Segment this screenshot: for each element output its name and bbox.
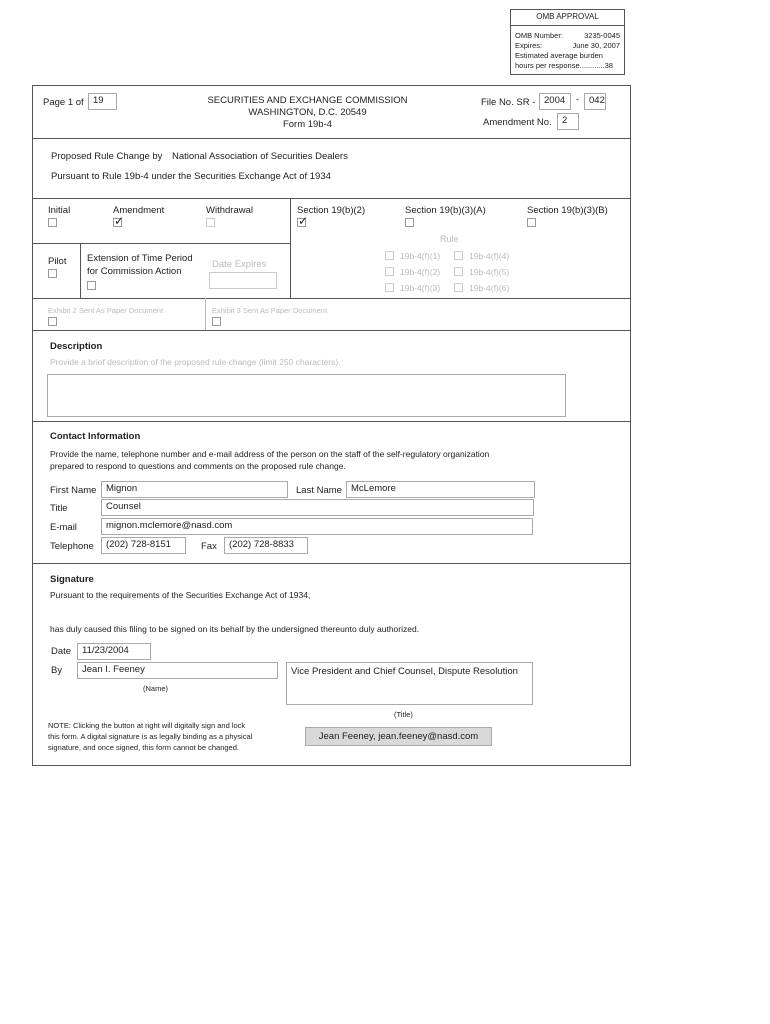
proposal-rule-line: Pursuant to Rule 19b-4 under the Securities Exchange Act of 1934 [51,171,331,182]
rule-f5-checkbox[interactable] [454,267,463,276]
proposal-prefix: Proposed Rule Change by [51,151,163,162]
divider-description [32,330,631,331]
position-field[interactable]: Vice President and Chief Counsel, Dispute Resolution [286,662,533,705]
page-total-field[interactable]: 19 [88,93,117,110]
divider-filing-vertical [290,198,291,298]
section-19b3a-label: Section 19(b)(3)(A) [405,205,486,216]
divider-filing-type [32,243,290,244]
checkmark-icon: ✓ [298,214,309,228]
contact-title: Contact Information [50,431,141,442]
exhibit2-label: Exhibit 2 Sent As Paper Document [48,306,164,315]
by-label: By [51,665,63,676]
omb-expires-label: Expires: [515,41,543,50]
note-line3: signature, and once signed, this form cannot be changed. [48,743,239,752]
divider-contact [32,421,631,422]
exhibit3-checkbox[interactable] [212,317,221,326]
last-name-label: Last Name [296,485,342,496]
note-line2: this form. A digital signature is as legally binding as a physical [48,732,253,741]
exhibit2-checkbox[interactable] [48,317,57,326]
section-19b3b-label: Section 19(b)(3)(B) [527,205,608,216]
first-name-field[interactable]: Mignon [101,481,288,498]
checkmark-icon: ✓ [114,214,125,228]
amendment-no-field[interactable]: 2 [557,113,579,130]
omb-expires-value: June 30, 2007 [572,41,620,50]
withdrawal-checkbox[interactable] [206,218,215,227]
fax-field[interactable]: (202) 728-8833 [224,537,308,554]
exhibit3-label: Exhibit 3 Sent As Paper Document [212,306,328,315]
amendment-label: Amendment [113,205,165,216]
name-caption: (Name) [143,684,169,693]
telephone-field[interactable]: (202) 728-8151 [101,537,186,554]
divider-signature [32,563,631,564]
description-title: Description [50,341,103,352]
rule-f3-label: 19b-4(f)(3) [400,283,441,293]
divider-exhibits-vertical [205,298,206,330]
section-19b3b-checkbox[interactable] [527,218,536,227]
fax-label: Fax [201,541,217,552]
initial-label: Initial [48,205,71,216]
rule-f1-label: 19b-4(f)(1) [400,251,441,261]
description-hint: Provide a brief description of the proposed rule change (limit 250 characters). [50,357,341,367]
file-dash: - [576,94,579,104]
first-name-label: First Name [50,485,97,496]
extension-line2: for Commission Action [87,266,182,277]
email-label: E-mail [50,522,77,533]
omb-number-label: OMB Number: [515,31,563,40]
file-no-label: File No. SR - [481,97,536,108]
omb-burden-line2: hours per response............38 [515,61,613,70]
contact-instructions-line2: prepared to respond to questions and comments on the proposed rule change. [50,461,346,471]
divider-pilot [80,243,81,298]
page-label: Page 1 of [43,97,84,108]
omb-approval-box [510,9,625,75]
section-19b2-label: Section 19(b)(2) [297,205,366,216]
telephone-label: Telephone [50,541,94,552]
initial-checkbox[interactable] [48,218,57,227]
extension-line1: Extension of Time Period [87,253,193,264]
divider-exhibits [32,298,631,299]
rule-f3-checkbox[interactable] [385,283,394,292]
omb-number-value: 3235-0045 [584,31,620,40]
omb-burden-line1: Estimated average burden [515,51,603,60]
title-field[interactable]: Counsel [101,499,534,516]
by-field[interactable]: Jean I. Feeney [77,662,278,679]
date-label: Date [51,646,72,657]
form-name: Form 19b-4 [282,119,333,130]
rule-label: Rule [440,234,459,244]
omb-title: OMB APPROVAL [536,12,599,21]
rule-f5-label: 19b-4(f)(5) [469,267,510,277]
amendment-no-label: Amendment No. [483,117,552,128]
agency-line1: SECURITIES AND EXCHANGE COMMISSION [207,95,408,106]
rule-f2-label: 19b-4(f)(2) [400,267,441,277]
title-caption: (Title) [394,710,413,719]
pilot-label: Pilot [48,256,67,267]
signature-line1: Pursuant to the requirements of the Securities Exchange Act of 1934, [50,590,311,600]
title-label: Title [50,503,68,514]
date-expires-field[interactable] [209,272,277,289]
signature-line2: has duly caused this filing to be signed on its behalf by the undersigned thereunto duly authorized. [50,624,420,634]
rule-f6-label: 19b-4(f)(6) [469,283,510,293]
signature-title: Signature [50,574,94,585]
rule-f4-label: 19b-4(f)(4) [469,251,510,261]
amendment-checkbox[interactable] [113,214,125,228]
proposal-organization[interactable]: National Association of Securities Dealers [172,151,348,162]
section-19b3a-checkbox[interactable] [405,218,414,227]
file-number-field[interactable]: 042 [584,93,606,110]
divider-header [32,138,631,139]
rule-f4-checkbox[interactable] [454,251,463,260]
rule-f2-checkbox[interactable] [385,267,394,276]
digital-sign-button[interactable]: Jean Feeney, jean.feeney@nasd.com [305,727,492,746]
file-year-field[interactable]: 2004 [539,93,571,110]
rule-f1-checkbox[interactable] [385,251,394,260]
section-19b2-checkbox[interactable] [297,214,309,228]
rule-f6-checkbox[interactable] [454,283,463,292]
agency-line2: WASHINGTON, D.C. 20549 [248,107,367,118]
note-line1: NOTE: Clicking the button at right will digitally sign and lock [48,721,246,730]
date-field[interactable]: 11/23/2004 [77,643,151,660]
contact-instructions-line1: Provide the name, telephone number and e-mail address of the person on the staff of the self-regulatory organization [50,449,490,459]
date-expires-label: Date Expires [212,259,267,270]
extension-checkbox[interactable] [87,281,96,290]
description-field[interactable] [47,374,566,417]
withdrawal-label: Withdrawal [206,205,253,216]
pilot-checkbox[interactable] [48,269,57,278]
divider-proposal [32,198,631,199]
last-name-field[interactable]: McLemore [346,481,535,498]
email-field[interactable]: mignon.mclemore@nasd.com [101,518,533,535]
